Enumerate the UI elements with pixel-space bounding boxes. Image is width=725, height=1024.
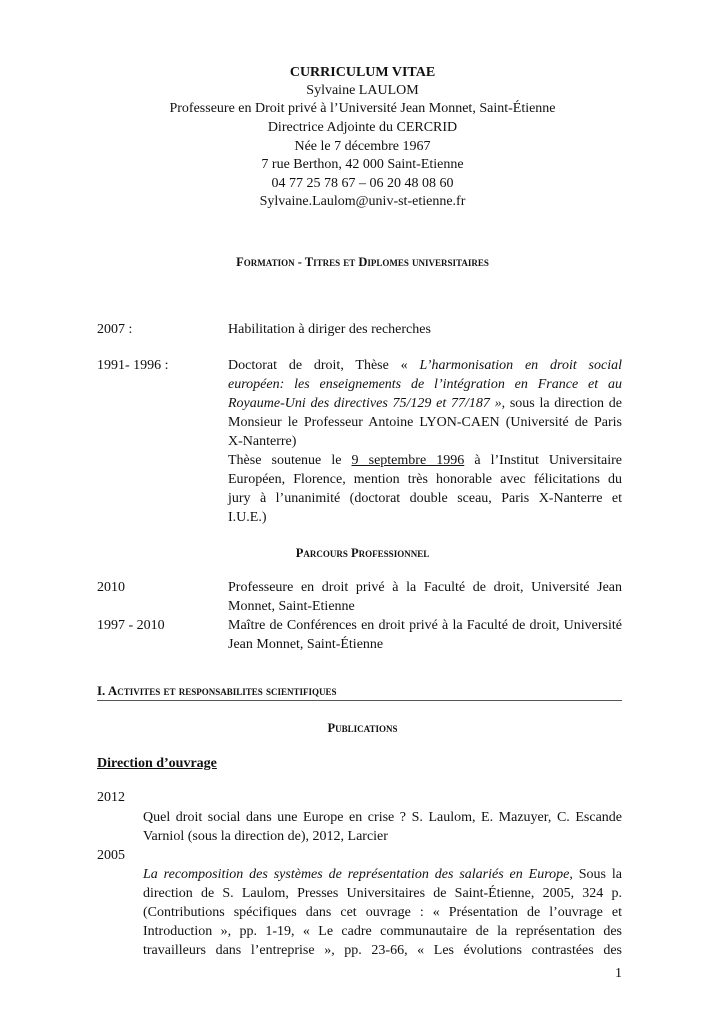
entry-line: Européen, Florence, mention très honorable avec félicitations du <box>228 472 622 487</box>
entry-line: X-Nanterre) <box>228 434 297 449</box>
entry-line: Professeure en droit privé à la Faculté de droit, Université Jean <box>228 580 622 595</box>
direction-heading: Direction d’ouvrage <box>97 756 217 771</box>
entry-line: Monsieur le Professeur Antoine LYON-CAEN (Université de Paris <box>228 415 622 430</box>
entry-date: 2010 <box>97 580 125 595</box>
defense-date: 9 septembre 1996 <box>351 453 465 468</box>
entry-line <box>228 394 622 413</box>
entry-date: 2007 : <box>97 322 133 337</box>
pub-line: Quel droit social dans une Europe en crise ? S. Laulom, E. Mazuyer, C. Escande <box>143 810 622 825</box>
section-heading: I. Activites et responsabilites scientifiques <box>97 683 337 698</box>
entry-date: 1991- 1996 : <box>97 358 169 373</box>
entry-line: Jean Monnet, Saint-Étienne <box>228 637 384 652</box>
pub-line <box>143 865 622 884</box>
pub-line: (Contributions spécifiques dans cet ouvrage : « Présentation de l’ouvrage et <box>143 905 622 920</box>
pub-line: travailleurs dans l’entreprise », pp. 23-66, « Les évolutions contrastées des <box>143 943 622 958</box>
birth-date: Née le 7 décembre 1967 <box>294 139 431 154</box>
entry-line: Monnet, Saint-Etienne <box>228 599 355 614</box>
phone: 04 77 25 78 67 – 06 20 48 08 60 <box>271 176 454 191</box>
text: Doctorat de droit, Thèse « <box>228 358 420 373</box>
person-name: Sylvaine LAULOM <box>306 83 419 98</box>
entry-line: jury à l’unanimité (doctorat double sceau, Paris X-Nanterre et <box>228 491 622 506</box>
pub-year: 2005 <box>97 848 125 863</box>
entry-text: Habilitation à diriger des recherches <box>228 322 431 337</box>
section-divider <box>97 700 622 701</box>
entry-line: I.U.E.) <box>228 510 267 525</box>
thesis-title: L’harmonisation en droit social <box>419 358 623 373</box>
page-number: 1 <box>615 966 622 981</box>
role: Directrice Adjointe du CERCRID <box>267 120 458 135</box>
entry-line: Maître de Conférences en droit privé à la Faculté de droit, Université <box>228 618 622 633</box>
text: , Sous la <box>569 867 622 882</box>
text: à l’Institut Universitaire <box>464 453 623 468</box>
thesis-title: Royaume-Uni des directives 75/129 et 77/187 » <box>228 396 502 411</box>
pub-line: Varniol (sous la direction de), 2012, Larcier <box>143 829 388 844</box>
publications-heading: Publications <box>327 721 398 735</box>
entry-date: 1997 - 2010 <box>97 618 165 633</box>
position: Professeure en Droit privé à l’Université Jean Monnet, Saint-Étienne <box>169 101 556 116</box>
entry-line <box>228 375 622 394</box>
text: Thèse soutenue le <box>228 453 352 468</box>
book-title: La recomposition des systèmes de représentation des salariés en Europe <box>143 867 570 882</box>
parcours-heading: Parcours Professionnel <box>295 546 430 560</box>
pub-line: direction de S. Laulom, Presses Universitaires de Saint-Étienne, 2005, 324 p. <box>143 886 622 901</box>
pub-year: 2012 <box>97 790 125 805</box>
text: , sous la direction de <box>501 396 622 411</box>
address: 7 rue Berthon, 42 000 Saint-Etienne <box>261 157 464 172</box>
formation-heading: Formation - Titres et Diplomes universitaires <box>236 255 489 269</box>
pub-line: Introduction », pp. 1-19, « Le cadre communautaire de la représentation des <box>143 924 622 939</box>
email: Sylvaine.Laulom@univ-st-etienne.fr <box>259 194 466 209</box>
cv-title: CURRICULUM VITAE <box>289 65 436 80</box>
thesis-title: européen: les enseignements de l’intégration en France et au <box>228 377 622 392</box>
entry-line <box>228 356 622 375</box>
entry-line <box>228 451 622 470</box>
